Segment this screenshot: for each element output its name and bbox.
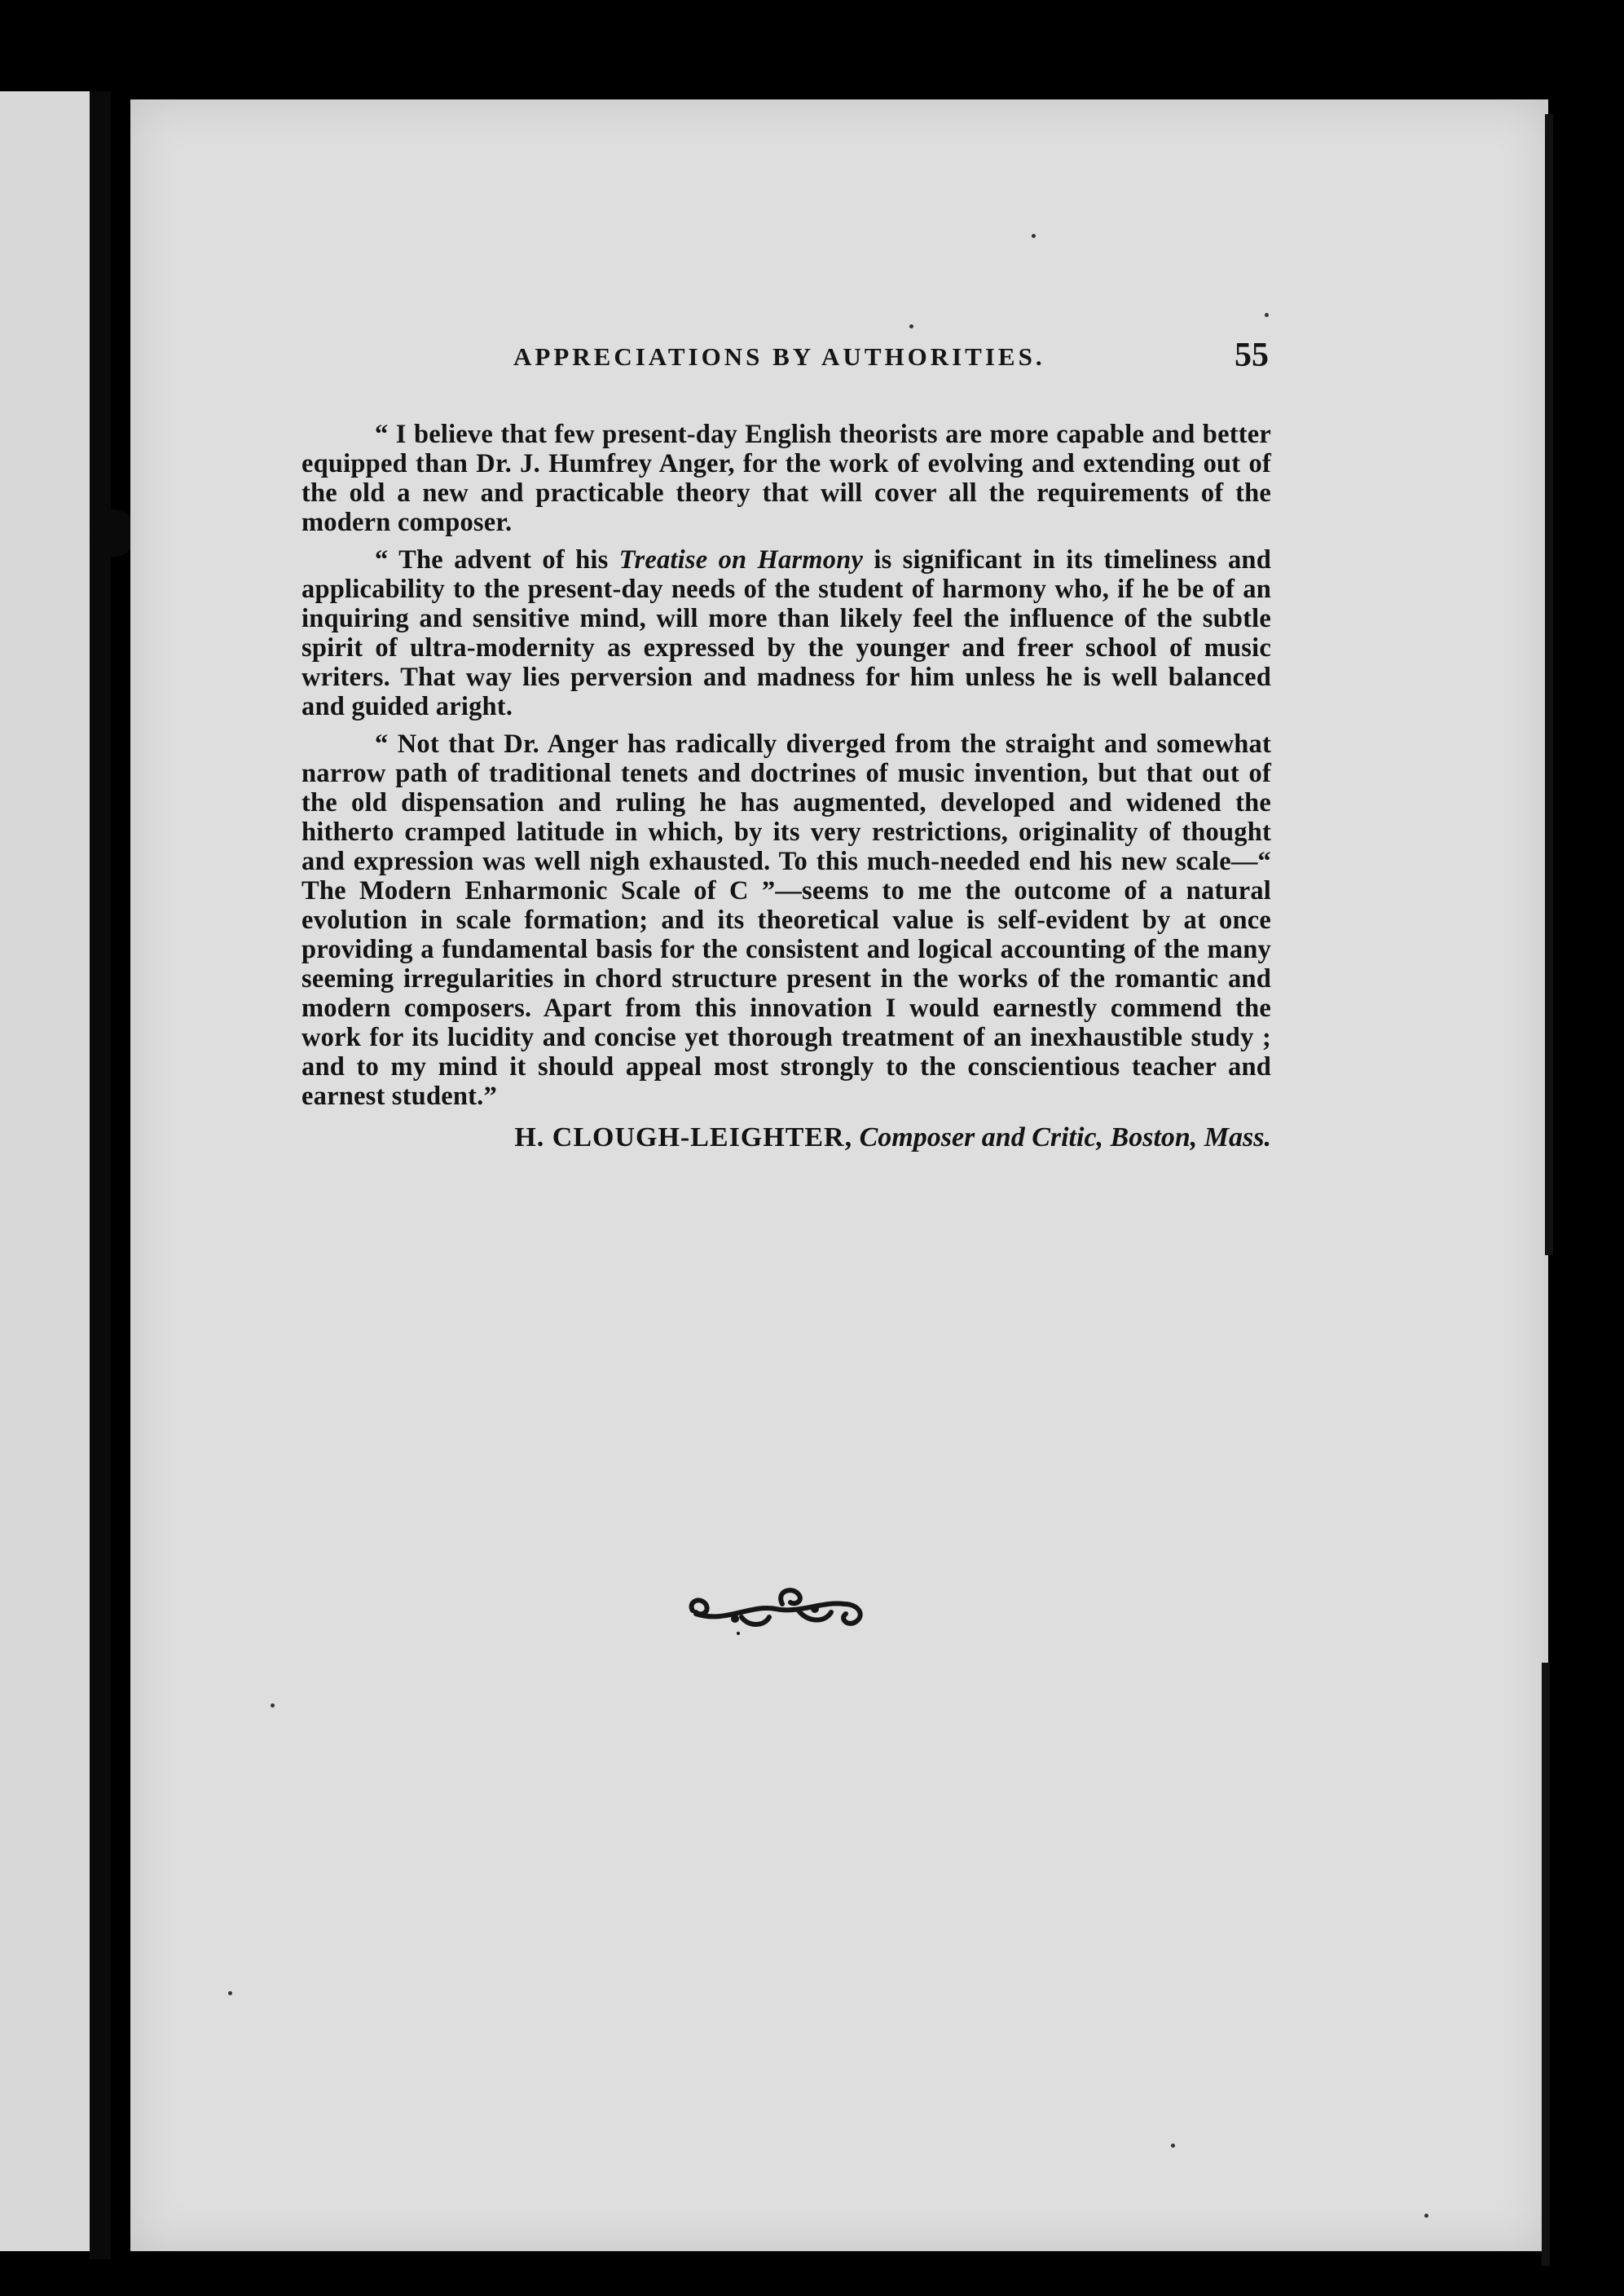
quotation-body xyxy=(301,420,1271,1153)
paper-speck xyxy=(909,324,913,328)
page-right-edge-lower xyxy=(1542,1663,1550,2266)
page-right-edge xyxy=(1545,114,1553,1255)
paragraph-1: “ I believe that few present-day English theorists are more capable and better equipped than Dr. J. Humfrey Anger, for the work of evolving and extending out of the old a new and practicable theory that will cover all the requirements of the modern composer. xyxy=(301,420,1271,537)
paper-speck xyxy=(228,1991,232,1995)
attribution-title: Composer and Critic, Boston, Mass. xyxy=(859,1122,1271,1152)
scroll-flourish-ornament-icon xyxy=(684,1580,869,1637)
paper-speck xyxy=(271,1703,275,1708)
attribution-name: H. CLOUGH-LEIGHTER, xyxy=(514,1122,853,1152)
attribution xyxy=(301,1122,1271,1153)
paper-speck xyxy=(1032,234,1036,238)
paper-speck xyxy=(1171,2144,1175,2148)
paragraph-2-lead: “ The advent of his xyxy=(375,545,609,575)
book-gutter xyxy=(90,91,111,2259)
paragraph-2 xyxy=(301,545,1271,721)
paragraph-3: “ Not that Dr. Anger has radically diverged from the straight and somewhat narrow path of traditional tenets and doctrines of music invention, but that out of the old dispensation and ruling he has augmented, developed and widened the hitherto cramped latitude in which, by its very restrictions, originality of thought and expression was well nigh exhausted. To this much-needed end his new scale—“ The Modern Enharmonic Scale of C ”—seems to me the outcome of a natural evolution in scale formation; and its theoretical value is self-evident by at once providing a fundamental basis for the consistent and logical accounting of the many seeming irregularities in chord structure present in the works of the romantic and modern composers. Apart from this innovation I would earnestly commend the work for its lucidity and concise yet thorough treatment of an inexhaustible study ; and to my mind it should appeal most strongly to the conscientious teacher and earnest student.” xyxy=(301,729,1271,1111)
page-number: 55 xyxy=(1235,337,1269,374)
paper-speck xyxy=(1265,313,1269,317)
adjacent-page-edge xyxy=(0,91,93,2251)
running-head: APPRECIATIONS BY AUTHORITIES. xyxy=(513,342,1045,371)
book-title: Treatise on Harmony xyxy=(618,545,864,575)
paragraph-2-text: is significant in its timeliness and applicability to the present-day needs of the student of harmony who, if he be of an inquiring and sensitive mind, will more than likely feel the influence of the subtle spirit of ultra-modernity as expressed by the younger and freer school of music writers. That way lies perversion and madness for him unless he is well balanced and guided aright. xyxy=(301,545,1271,721)
paper-speck xyxy=(1424,2214,1428,2218)
